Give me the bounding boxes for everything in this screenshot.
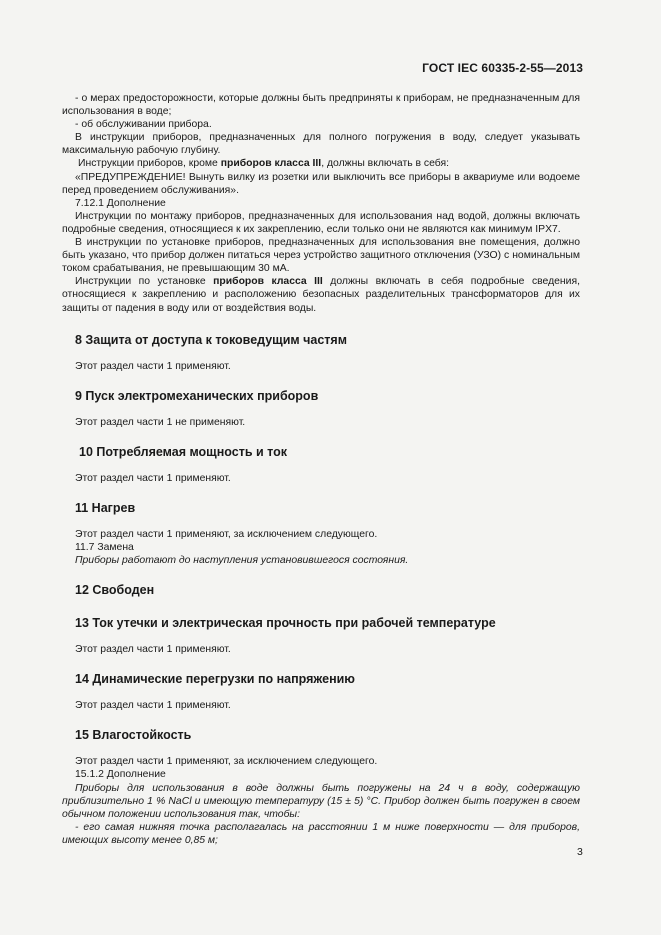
paragraph: Этот раздел части 1 не применяют.	[75, 416, 246, 428]
paragraph: В инструкции по установке приборов, предназначенных для использования вне помещения, должно быть указано, что прибор должен питаться через устройство защитного отключения (УЗО) с номинальным током срабатывания, не превышающим 30 мА.	[62, 237, 580, 275]
paragraph: - о мерах предосторожности, которые должны быть предприняты к приборам, не предназначенным для использования в воде;	[62, 93, 580, 118]
section-heading: 8 Защита от доступа к токоведущим частям	[75, 332, 347, 347]
subsection-label: 7.12.1 Дополнение	[75, 197, 166, 209]
paragraph: - об обслуживании прибора.	[75, 119, 212, 131]
section-heading: 12 Свободен	[75, 583, 155, 598]
section-heading: 13 Ток утечки и электрическая прочность при рабочей температуре	[75, 616, 496, 631]
section-heading: 14 Динамические перегрузки по напряжению	[75, 672, 355, 687]
page-number: 3	[577, 846, 583, 858]
document-header: ГОСТ IEC 60335-2-55—2013	[422, 61, 583, 75]
paragraph: Приборы работают до наступления установившегося состояния.	[75, 555, 409, 567]
paragraph: Этот раздел части 1 применяют.	[75, 644, 231, 656]
section-heading: 10 Потребляемая мощность и ток	[79, 444, 287, 459]
paragraph: Приборы для использования в воде должны быть погружены на 24 ч в воду, содержащую приблизительно 1 % NaCl и имеющую температуру (15 ± 5) °С. Прибор должен быть погружен в своем обычном положении использования так, чтобы:	[62, 782, 580, 820]
paragraph: Этот раздел части 1 применяют.	[75, 472, 231, 484]
bold-term: приборов класса III	[213, 276, 323, 288]
text-run: должны включать в себя подробные сведения, относящиеся к закреплению и расположению безопасных разделительных трансформаторов для их защиты от падения в воду или от воздействия воды.	[62, 276, 580, 314]
paragraph: Этот раздел части 1 применяют, за исключением следующего.	[75, 756, 378, 768]
paragraph: Этот раздел части 1 применяют.	[75, 360, 231, 372]
paragraph: - его самая нижняя точка располагалась на расстоянии 1 м ниже поверхности — для приборов, имеющих высоту менее 0,85 м;	[62, 821, 580, 846]
document-body	[62, 92, 580, 847]
paragraph	[62, 275, 580, 314]
section-heading: 15 Влагостойкость	[75, 728, 192, 743]
text-run: Инструкции по установке	[75, 276, 214, 288]
paragraph	[62, 157, 580, 170]
paragraph: «ПРЕДУПРЕЖДЕНИЕ! Вынуть вилку из розетки или выключить все приборы в аквариуме или водоеме перед проведением обслуживания».	[62, 171, 580, 196]
paragraph: Инструкции по монтажу приборов, предназначенных для использования над водой, должны включать подробные сведения, относящиеся к их закреплению, если только они не являются как минимум IPX7.	[62, 210, 580, 235]
bold-term: приборов класса III	[220, 158, 322, 170]
paragraph: Этот раздел части 1 применяют.	[75, 700, 231, 712]
text-run: , должны включать в себя:	[321, 158, 450, 170]
section-heading: 11 Нагрев	[75, 500, 136, 515]
paragraph: В инструкции приборов, предназначенных для полного погружения в воду, следует указывать максимальную рабочую глубину.	[62, 132, 580, 157]
paragraph: Этот раздел части 1 применяют, за исключением следующего.	[75, 528, 378, 540]
section-heading: 9 Пуск электромеханических приборов	[75, 388, 319, 403]
subsection-label: 11.7 Замена	[75, 541, 134, 553]
text-run: Инструкции приборов, кроме	[78, 158, 221, 170]
subsection-label: 15.1.2 Дополнение	[75, 769, 166, 781]
